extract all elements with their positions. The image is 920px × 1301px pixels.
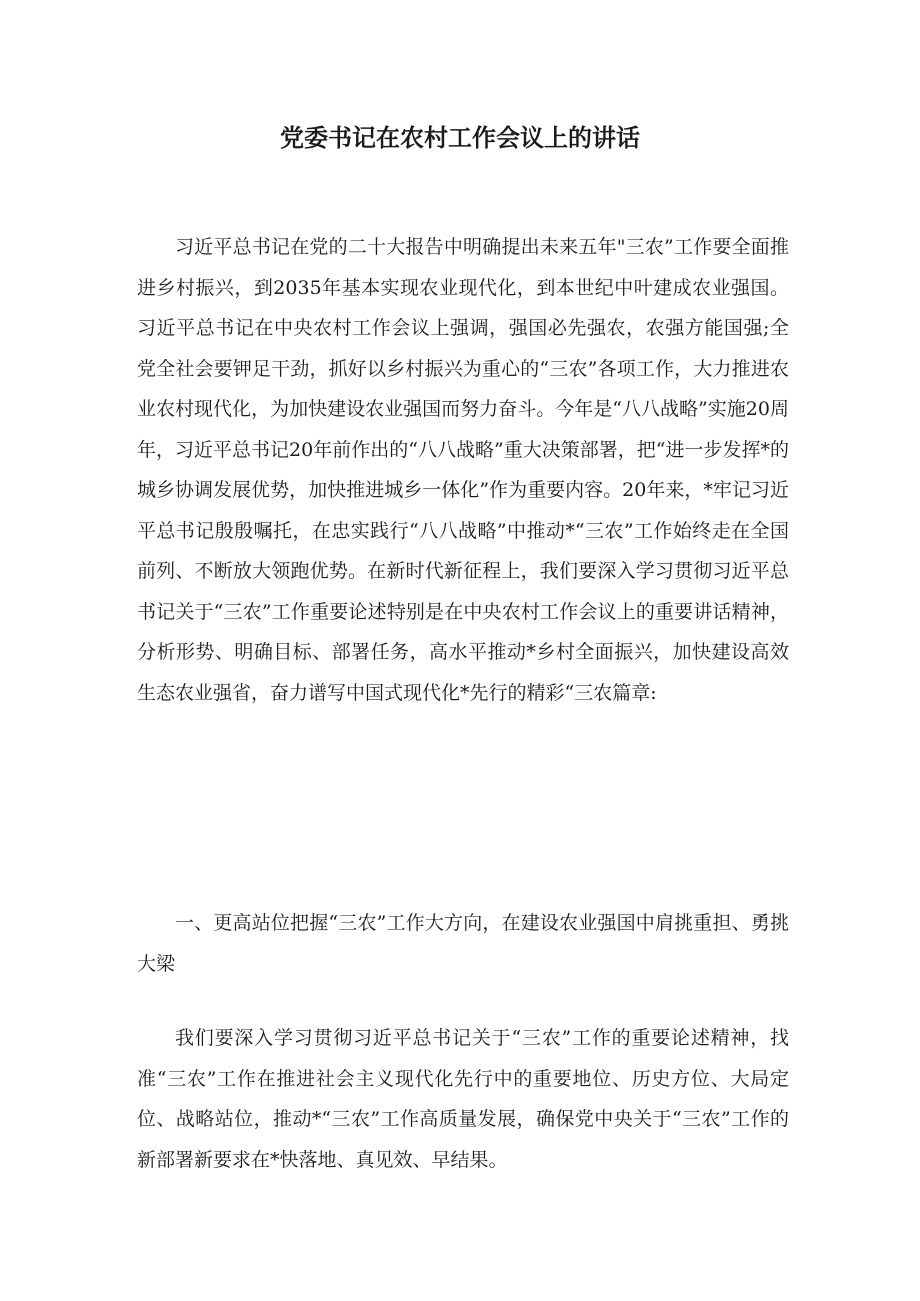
section-heading-1: 一、更高站位把握“三农”工作大方向，在建设农业强国中肩挑重担、勇挑大梁 (137, 912, 789, 975)
body-paragraph-section-1: 我们要深入学习贯彻习近平总书记关于“三农”工作的重要论述精神，找准“三农”工作在推进社会主义现代化先行中的重要地位、历史方位、大局定位、战略站位，推动*“三农”工作高质量发展，确保党中央关于“三农”工作的新部署新要求在*快落地、真见效、早结果。 (137, 1027, 789, 1171)
document-title: 党委书记在农村工作会议上的讲话 (280, 124, 640, 152)
body-paragraph-intro: 习近平总书记在党的二十大报告中明确提出未来五年"三农”工作要全面推进乡村振兴，到2035年基本实现农业现代化，到本世纪中叶建成农业强国。习近平总书记在中央农村工作会议上强调，强国必先强农，农强方能国强;全党全社会要钾足干劲，抓好以乡村振兴为重心的“三农”各项工作，大力推进农业农村现代化，为加快建设农业强国而努力奋斗。今年是“八八战略”实施20周年，习近平总书记20年前作出的“八八战略”重大决策部署，把“进一步发挥*的城乡协调发展优势，加快推进城乡一体化”作为重要内容。20年来，*牢记习近平总书记殷殷嘱托，在忠实践行“八八战略”中推动*“三农”工作始终走在全国前列、不断放大领跑优势。在新时代新征程上，我们要深入学习贯彻习近平总书记关于“三农”工作重要论述特别是在中央农村工作会议上的重要讲话精神，分析形势、明确目标、部署任务，高水平推动*乡村全面振兴，加快建设高效生态农业强省，奋力谱写中国式现代化*先行的精彩“三农篇章: (137, 236, 789, 704)
